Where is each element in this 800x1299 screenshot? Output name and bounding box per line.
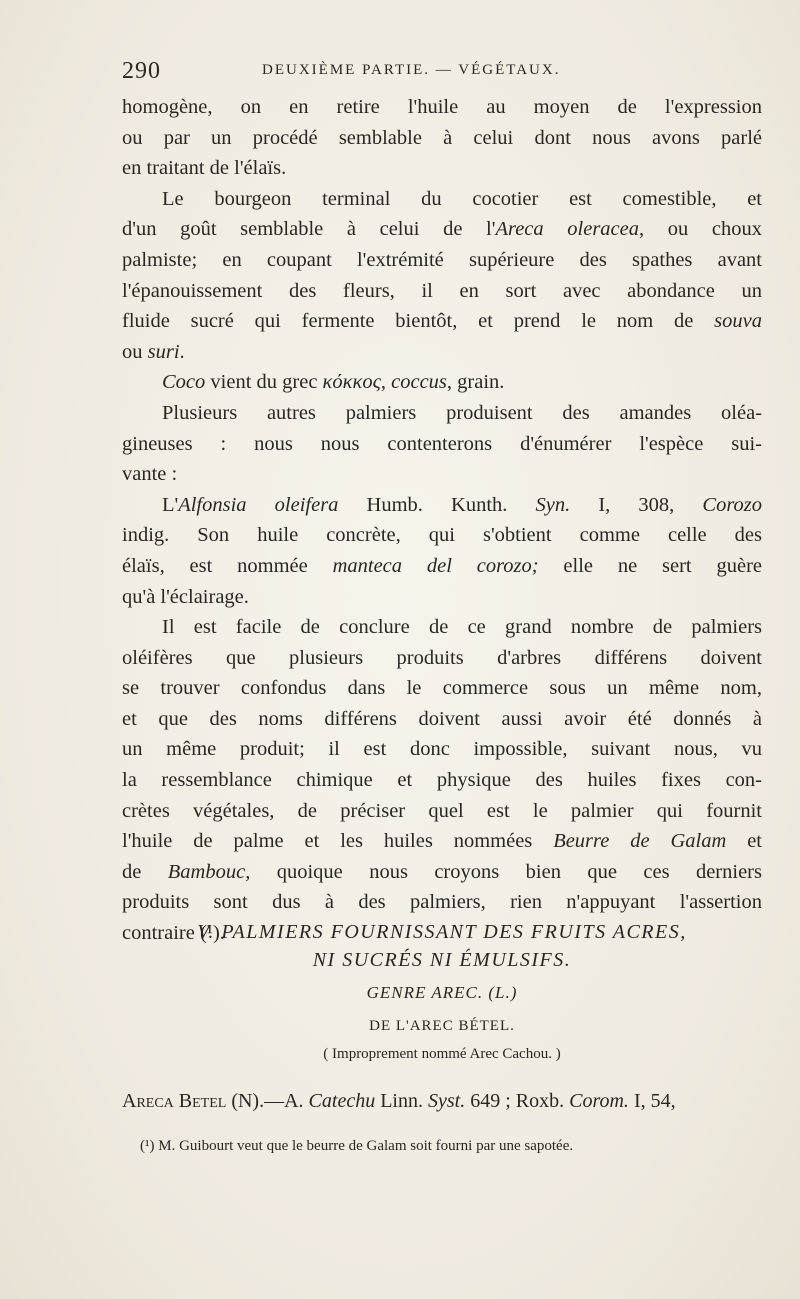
text-line: en traitant de l'élaïs.: [122, 157, 287, 180]
text-line: palmiste; en coupant l'extrémité supérieure des spathes avant: [122, 248, 762, 271]
section-title: [122, 918, 762, 974]
text-line: élaïs, est nommée manteca del corozo; elle ne sert guère: [122, 554, 762, 577]
text-line: un même produit; il est donc impossible, suivant nous, vu: [122, 738, 762, 761]
text-line: d'un goût semblable à celui de l'Areca oleracea, ou choux: [122, 218, 762, 241]
genus-heading: GENRE AREC. (L.): [366, 983, 518, 1002]
species-entry: Areca Betel (N).—A. Catechu Linn. Syst. 649 ; Roxb. Corom. I, 54,: [122, 1090, 676, 1112]
text-line: Il est facile de conclure de ce grand nombre de palmiers: [162, 616, 762, 639]
text-line: l'épanouissement des fleurs, il en sort avec abondance un: [122, 279, 762, 302]
section-title-line: V. PALMIERS FOURNISSANT DES FRUITS ACRES,: [197, 921, 687, 943]
page-number: 290: [122, 58, 161, 84]
running-head: DEUXIÈME PARTIE. — VÉGÉTAUX.: [262, 62, 561, 78]
text-line: Plusieurs autres palmiers produisent des amandes oléa-: [162, 401, 762, 424]
species-note: ( Improprement nommé Arec Cachou. ): [323, 1046, 561, 1062]
text-line: se trouver confondus dans le commerce sous un même nom,: [122, 677, 762, 700]
footnote: (¹) M. Guibourt veut que le beurre de Galam soit fourni par une sapotée.: [140, 1138, 574, 1154]
text-line: contraire (¹).: [122, 922, 225, 945]
text-line: oléifères que plusieurs produits d'arbres différens doivent: [122, 646, 762, 669]
text-line: homogène, on en retire l'huile au moyen de l'expression: [122, 96, 762, 118]
text-line: Coco vient du grec κόκκος, coccus, grain.: [162, 371, 505, 394]
text-line: qu'à l'éclairage.: [122, 585, 249, 608]
text-line: produits sont dus à des palmiers, rien n'appuyant l'assertion: [122, 891, 762, 914]
text-line: Le bourgeon terminal du cocotier est comestible, et: [162, 187, 762, 210]
text-line: vante :: [122, 463, 178, 486]
text-line: indig. Son huile concrète, qui s'obtient comme celle des: [122, 524, 762, 547]
text-line: et que des noms différens doivent aussi avoir été donnés à: [122, 707, 762, 730]
body-text: [122, 92, 762, 949]
text-line: la ressemblance chimique et physique des huiles fixes con-: [122, 769, 762, 792]
page-header: [122, 58, 762, 88]
text-line: gineuses : nous nous contenterons d'énumérer l'espèce sui-: [122, 432, 762, 455]
text-line: l'huile de palme et les huiles nommées Beurre de Galam et: [122, 830, 762, 853]
text-line: ou suri.: [122, 340, 185, 363]
text-line: ou par un procédé semblable à celui dont nous avons parlé: [122, 126, 762, 149]
text-line: fluide sucré qui fermente bientôt, et prend le nom de souva: [122, 310, 762, 333]
text-line: L'Alfonsia oleifera Humb. Kunth. Syn. I, 308, Corozo: [162, 493, 762, 516]
text-line: de Bambouc, quoique nous croyons bien que ces derniers: [122, 860, 762, 883]
species-heading: DE L'AREC BÉTEL.: [369, 1018, 515, 1034]
section-title-line: NI SUCRÉS NI ÉMULSIFS.: [312, 949, 572, 971]
text-line: crètes végétales, de préciser quel est le palmier qui fournit: [122, 799, 762, 822]
